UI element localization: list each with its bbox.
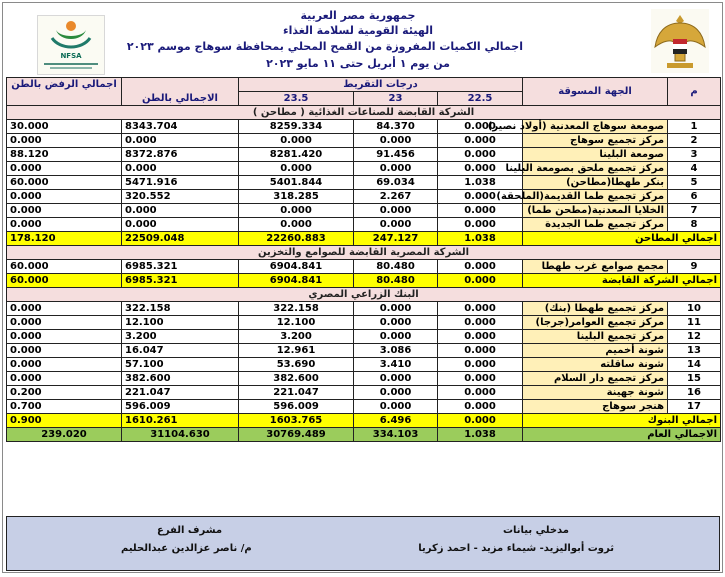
total-ton-cell: 12.100	[122, 316, 239, 330]
grade-23-cell: 0.000	[354, 386, 438, 400]
entity-name-cell: مركز تجميع طما القديمة(الملحقة)	[523, 190, 668, 204]
total-ton-cell: 16.047	[122, 344, 239, 358]
grade-23-cell: 0.000	[354, 218, 438, 232]
grade-23-5-cell: 0.000	[239, 218, 354, 232]
row-number-cell: 11	[668, 316, 721, 330]
grand-total-row	[7, 428, 721, 442]
section-total-row	[7, 232, 721, 246]
grade-23-cell: 91.456	[354, 148, 438, 162]
row-number-cell: 3	[668, 148, 721, 162]
data-entry-names: ثروت أبواليزيد- شيماء مزيد - احمد زكريا	[418, 543, 614, 554]
supervisor-name: م/ ناصر عزالدين عبدالحليم	[121, 543, 252, 554]
row-number-cell: 14	[668, 358, 721, 372]
total-ton-cell: 6985.321	[122, 260, 239, 274]
total-ton-cell: 8372.876	[122, 148, 239, 162]
grade-23-5-cell: 596.009	[239, 400, 354, 414]
entity-name-cell: مركز تجميع العوامر(جرجا)	[523, 316, 668, 330]
entity-name-cell: شونة جهينة	[523, 386, 668, 400]
grade-22-5-cell: 0.000	[438, 414, 523, 428]
data-entry-title: مدخلي بيانات	[502, 525, 569, 536]
total-ton-cell: 0.000	[122, 134, 239, 148]
grade-23-5-cell: 0.000	[239, 162, 354, 176]
total-ton-cell: 0.000	[122, 162, 239, 176]
grade-23-cell: 334.103	[354, 428, 438, 442]
grade-22-5-cell: 0.000	[438, 330, 523, 344]
row-number-cell: 12	[668, 330, 721, 344]
col-entity-header: الجهة المسوقة	[523, 78, 668, 106]
grade-23-cell: 0.000	[354, 330, 438, 344]
entity-name-cell: بنكر طهطا(مطاحن)	[523, 176, 668, 190]
table-row	[7, 120, 721, 134]
table-row	[7, 400, 721, 414]
col-grade-22-5-header: 22.5	[438, 92, 523, 106]
grade-22-5-cell: 1.038	[438, 232, 523, 246]
col-grade-23-5-header: 23.5	[239, 92, 354, 106]
total-ton-cell: 382.600	[122, 372, 239, 386]
rejected-ton-cell: 0.700	[7, 400, 122, 414]
grade-23-cell: 0.000	[354, 162, 438, 176]
grade-23-cell: 80.480	[354, 274, 438, 288]
grade-23-5-cell: 318.285	[239, 190, 354, 204]
grand-total-label: الاجمالي العام	[523, 428, 721, 442]
grade-23-cell: 84.370	[354, 120, 438, 134]
grade-23-cell: 6.496	[354, 414, 438, 428]
table-row	[7, 302, 721, 316]
table-row	[7, 162, 721, 176]
report-footer	[6, 516, 720, 571]
grade-23-5-cell: 322.158	[239, 302, 354, 316]
grade-23-5-cell: 22260.883	[239, 232, 354, 246]
row-number-cell: 15	[668, 372, 721, 386]
table-row	[7, 316, 721, 330]
rejected-ton-cell: 0.000	[7, 358, 122, 372]
section-title: الشركة القابضة للصناعات الغذائية ( مطاحن )	[7, 106, 721, 120]
row-number-cell: 16	[668, 386, 721, 400]
total-ton-cell: 22509.048	[122, 232, 239, 246]
logo-tagline-icon	[40, 62, 102, 70]
section-total-row	[7, 414, 721, 428]
row-number-cell: 6	[668, 190, 721, 204]
rejected-ton-cell: 0.000	[7, 344, 122, 358]
total-ton-cell: 6985.321	[122, 274, 239, 288]
col-grade-23-header: 23	[354, 92, 438, 106]
section-header-row	[7, 288, 721, 302]
rejected-ton-cell: 0.000	[7, 316, 122, 330]
grade-23-cell: 0.000	[354, 316, 438, 330]
grade-22-5-cell: 0.000	[438, 386, 523, 400]
section-title: البنك الزراعي المصري	[7, 288, 721, 302]
grade-23-5-cell: 0.000	[239, 204, 354, 218]
grade-22-5-cell: 0.000	[438, 204, 523, 218]
rejected-ton-cell: 0.000	[7, 162, 122, 176]
section-header-row	[7, 246, 721, 260]
grade-23-5-cell: 12.961	[239, 344, 354, 358]
rejected-ton-cell: 60.000	[7, 176, 122, 190]
nfsa-logo-icon	[38, 16, 104, 52]
total-ton-cell: 8343.704	[122, 120, 239, 134]
rejected-ton-cell: 0.000	[7, 302, 122, 316]
grade-22-5-cell: 0.000	[438, 120, 523, 134]
grade-22-5-cell: 0.000	[438, 218, 523, 232]
grade-23-5-cell: 8259.334	[239, 120, 354, 134]
grade-23-5-cell: 30769.489	[239, 428, 354, 442]
grade-23-5-cell: 1603.765	[239, 414, 354, 428]
entity-name-cell: هنجر سوهاج	[523, 400, 668, 414]
row-number-cell: 1	[668, 120, 721, 134]
row-number-cell: 7	[668, 204, 721, 218]
rejected-ton-cell: 0.000	[7, 190, 122, 204]
grade-22-5-cell: 0.000	[438, 358, 523, 372]
entity-name-cell: صومعة سوهاج المعدنية (أولاد نصير)	[523, 120, 668, 134]
total-ton-cell: 221.047	[122, 386, 239, 400]
total-ton-cell: 3.200	[122, 330, 239, 344]
entity-name-cell: شونة أخميم	[523, 344, 668, 358]
table-row	[7, 260, 721, 274]
entity-name-cell: مجمع صوامع غرب طهطا	[523, 260, 668, 274]
grade-23-5-cell: 5401.844	[239, 176, 354, 190]
grade-23-cell: 3.086	[354, 344, 438, 358]
grade-22-5-cell: 1.038	[438, 428, 523, 442]
col-index-header: م	[668, 78, 721, 106]
quantities-table	[6, 77, 721, 442]
nfsa-logo	[37, 15, 105, 75]
table-row	[7, 148, 721, 162]
section-title: الشركة المصرية القابضة للصوامع والتخزين	[7, 246, 721, 260]
authority-name: الهيئة القومية لسلامة الغذاء	[282, 24, 433, 37]
grade-23-5-cell: 53.690	[239, 358, 354, 372]
entity-name-cell: مركز تجميع ملحق بصومعة البلينا	[523, 162, 668, 176]
grade-22-5-cell: 0.000	[438, 302, 523, 316]
rejected-ton-cell: 0.000	[7, 204, 122, 218]
entity-name-cell: مركز تجميع طما الجديدة	[523, 218, 668, 232]
grade-22-5-cell: 0.000	[438, 344, 523, 358]
report-title: اجمالي الكميات المفروزة من القمح المحلي بمحافظة سوهاج موسم ٢٠٢٣	[126, 40, 523, 53]
grade-23-cell: 0.000	[354, 372, 438, 386]
rejected-ton-cell: 0.000	[7, 372, 122, 386]
rejected-ton-cell: 0.900	[7, 414, 122, 428]
row-number-cell: 10	[668, 302, 721, 316]
rejected-ton-cell: 239.020	[7, 428, 122, 442]
row-number-cell: 17	[668, 400, 721, 414]
table-row	[7, 218, 721, 232]
table-row	[7, 204, 721, 218]
report-page	[2, 2, 723, 573]
rejected-ton-cell: 60.000	[7, 260, 122, 274]
grade-22-5-cell: 0.000	[438, 134, 523, 148]
egypt-eagle-emblem-icon	[651, 9, 709, 73]
table-row	[7, 134, 721, 148]
grade-23-cell: 80.480	[354, 260, 438, 274]
grade-22-5-cell: 0.000	[438, 400, 523, 414]
grade-22-5-cell: 0.000	[438, 274, 523, 288]
entity-name-cell: مركز تجميع طهطا (بنك)	[523, 302, 668, 316]
entity-name-cell: شونة ساقلته	[523, 358, 668, 372]
table-header-row-1	[7, 78, 721, 92]
grade-23-cell: 3.410	[354, 358, 438, 372]
rejected-ton-cell: 0.000	[7, 134, 122, 148]
col-total-header: الاجمالي بالطن	[122, 78, 239, 106]
row-number-cell: 8	[668, 218, 721, 232]
col-grades-group-header: درجات التقريط	[239, 78, 523, 92]
rejected-ton-cell: 0.000	[7, 330, 122, 344]
section-total-row	[7, 274, 721, 288]
grade-23-cell: 2.267	[354, 190, 438, 204]
table-row	[7, 386, 721, 400]
row-number-cell: 4	[668, 162, 721, 176]
entity-name-cell: الخلايا المعدنية(مطحن طما)	[523, 204, 668, 218]
grade-23-cell: 0.000	[354, 134, 438, 148]
report-header	[3, 3, 722, 76]
grade-23-5-cell: 221.047	[239, 386, 354, 400]
entity-name-cell: مركز تجميع سوهاج	[523, 134, 668, 148]
table-row	[7, 176, 721, 190]
grade-22-5-cell: 1.038	[438, 176, 523, 190]
grade-23-cell: 0.000	[354, 204, 438, 218]
total-ton-cell: 320.552	[122, 190, 239, 204]
grade-23-cell: 0.000	[354, 302, 438, 316]
country-name: جمهورية مصر العربية	[300, 9, 416, 22]
grade-23-5-cell: 0.000	[239, 134, 354, 148]
rejected-ton-cell: 0.000	[7, 218, 122, 232]
logo-text: NFSA	[60, 52, 82, 60]
grade-23-cell: 69.034	[354, 176, 438, 190]
grade-22-5-cell: 0.000	[438, 260, 523, 274]
supervisor-title: مشرف الفرع	[157, 525, 223, 536]
section-total-label: اجمالي الشركة القابضة	[523, 274, 721, 288]
total-ton-cell: 1610.261	[122, 414, 239, 428]
total-ton-cell: 596.009	[122, 400, 239, 414]
rejected-ton-cell: 30.000	[7, 120, 122, 134]
grade-23-5-cell: 6904.841	[239, 274, 354, 288]
grade-23-cell: 247.127	[354, 232, 438, 246]
entity-name-cell: مركز تجميع البلينا	[523, 330, 668, 344]
rejected-ton-cell: 88.120	[7, 148, 122, 162]
total-ton-cell: 57.100	[122, 358, 239, 372]
grade-23-5-cell: 6904.841	[239, 260, 354, 274]
rejected-ton-cell: 60.000	[7, 274, 122, 288]
total-ton-cell: 322.158	[122, 302, 239, 316]
grade-22-5-cell: 0.000	[438, 316, 523, 330]
row-number-cell: 9	[668, 260, 721, 274]
row-number-cell: 5	[668, 176, 721, 190]
total-ton-cell: 0.000	[122, 204, 239, 218]
report-period: من يوم ١ أبريل حتى ١١ مايو ٢٠٢٣	[266, 57, 450, 70]
grade-22-5-cell: 0.000	[438, 372, 523, 386]
rejected-ton-cell: 178.120	[7, 232, 122, 246]
row-number-cell: 2	[668, 134, 721, 148]
section-total-label: اجمالي المطاحن	[523, 232, 721, 246]
total-ton-cell: 0.000	[122, 218, 239, 232]
section-header-row	[7, 106, 721, 120]
table-row	[7, 344, 721, 358]
grade-23-5-cell: 3.200	[239, 330, 354, 344]
entity-name-cell: مركز تجميع دار السلام	[523, 372, 668, 386]
table-row	[7, 190, 721, 204]
grade-23-5-cell: 8281.420	[239, 148, 354, 162]
section-total-label: اجمالي البنوك	[523, 414, 721, 428]
col-rejected-header: اجمالي الرفض بالطن	[7, 78, 122, 106]
entity-name-cell: صومعة البلينا	[523, 148, 668, 162]
grade-23-5-cell: 382.600	[239, 372, 354, 386]
grade-23-cell: 0.000	[354, 400, 438, 414]
grade-22-5-cell: 0.000	[438, 162, 523, 176]
total-ton-cell: 5471.916	[122, 176, 239, 190]
table-row	[7, 330, 721, 344]
table-row	[7, 372, 721, 386]
table-row	[7, 358, 721, 372]
grade-22-5-cell: 0.000	[438, 148, 523, 162]
grade-23-5-cell: 12.100	[239, 316, 354, 330]
row-number-cell: 13	[668, 344, 721, 358]
rejected-ton-cell: 0.200	[7, 386, 122, 400]
grade-22-5-cell: 0.000	[438, 190, 523, 204]
total-ton-cell: 31104.630	[122, 428, 239, 442]
